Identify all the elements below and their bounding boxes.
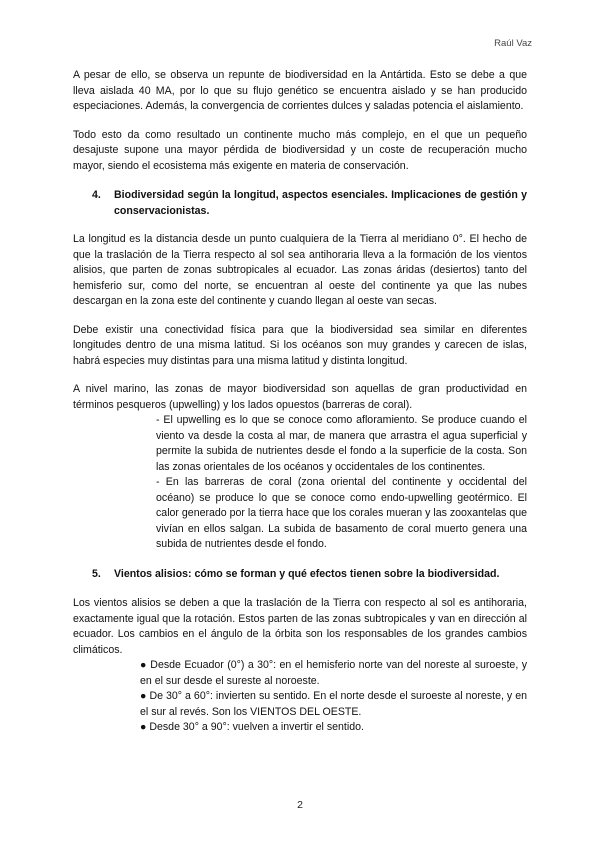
paragraph-nivel-marino: A nivel marino, las zonas de mayor biodiversidad son aquellas de gran productividad en términos pesqueros (upwelling) y los lados opuestos (barreras de coral). [73, 383, 527, 411]
bullet-item-30-90: ● Desde 30° a 90°: vuelven a invertir el sentido. [140, 721, 364, 733]
section-heading-4 [92, 188, 527, 219]
section-number-4: 4. [92, 189, 101, 201]
section-title-4: Biodiversidad según la longitud, aspectos esenciales. Implicaciones de gestión y conservacionistas. [114, 189, 527, 217]
paragraph-antartida: A pesar de ello, se observa un repunte de biodiversidad en la Antártida. Esto se debe a que lleva aislada 40 MA, por lo que su flujo genético se encuentra aislado y se han producido especiaciones. Además, la convergencia de corrientes dulces y saladas potencia el aislamiento. [73, 69, 527, 112]
page-number: 2 [297, 799, 303, 811]
bullet-item-30-60: ● De 30° a 60°: invierten su sentido. En el norte desde el suroeste al noreste, y en el sur al revés. Son los VIENTOS DEL OESTE. [140, 690, 527, 718]
section-title-5: Vientos alisios: cómo se forman y qué efectos tienen sobre la biodiversidad. [114, 567, 500, 580]
paragraph-continente-complejo: Todo esto da como resultado un continente mucho más complejo, en el que un pequeño desajuste supone una mayor pérdida de biodiversidad y un coste de recuperación mucho mayor, siendo el ecosistema más exigente en materia de conservación. [73, 128, 527, 172]
section-heading-5 [92, 567, 527, 583]
list-item-barreras-coral: - En las barreras de coral (zona oriental del continente y occidental del océano) se produce lo que se conoce como endo-upwelling geotérmico. El calor generado por la tierra hace que los corales mueran y las zooxantelas que vivían en ellos salgan. La subida de basamento de coral muerto genera una subida de nutrientes desde el fondo. [156, 476, 527, 550]
paragraph-conectividad: Debe existir una conectividad física para que la biodiversidad sea similar en diferentes longitudes dentro de una misma latitud. Si los océanos son muy grandes y carecen de islas, habrá especies muy distintas para una misma latitud y distinta longitud. [73, 323, 527, 367]
paragraph-longitud: La longitud es la distancia desde un punto cualquiera de la Tierra al meridiano 0°. El hecho de que la traslación de la Tierra respecto al sol sea antihoraria lleva a la formación de los vientos alisios, que parten de zonas subtropicales al ecuador. Las zonas áridas (desiertos) tanto del hemisferio sur, como del norte, se encuentran al oeste del continente ya que las nubes descargan en la zona este del continente y cuando llegan al oeste van secas. [73, 233, 527, 307]
page-content [73, 68, 527, 736]
section-number-5: 5. [92, 567, 101, 580]
header-author: Raúl Vaz [494, 38, 532, 49]
bullet-item-ecuador-30: ● Desde Ecuador (0°) a 30°: en el hemisferio norte van del noreste al suroeste, y en el sur desde el sureste al noroeste. [140, 659, 527, 687]
paragraph-vientos-alisios: Los vientos alisios se deben a que la traslación de la Tierra con respecto al sol es antihoraria, exactamente igual que la rotación. Estos parten de las zonas subtropicales y van en dirección al ecuador. Los cambios en el ángulo de la órbita son los responsables de los grandes cambios climáticos. [73, 597, 527, 656]
list-item-upwelling: - El upwelling es lo que se conoce como afloramiento. Se produce cuando el viento va desde la costa al mar, de manera que arrastra el agua superficial y permite la subida de nutrientes desde el fondo a la superficie de la costa. Son las zonas orientales de los océanos y occidentales de los continentes. [156, 414, 527, 473]
